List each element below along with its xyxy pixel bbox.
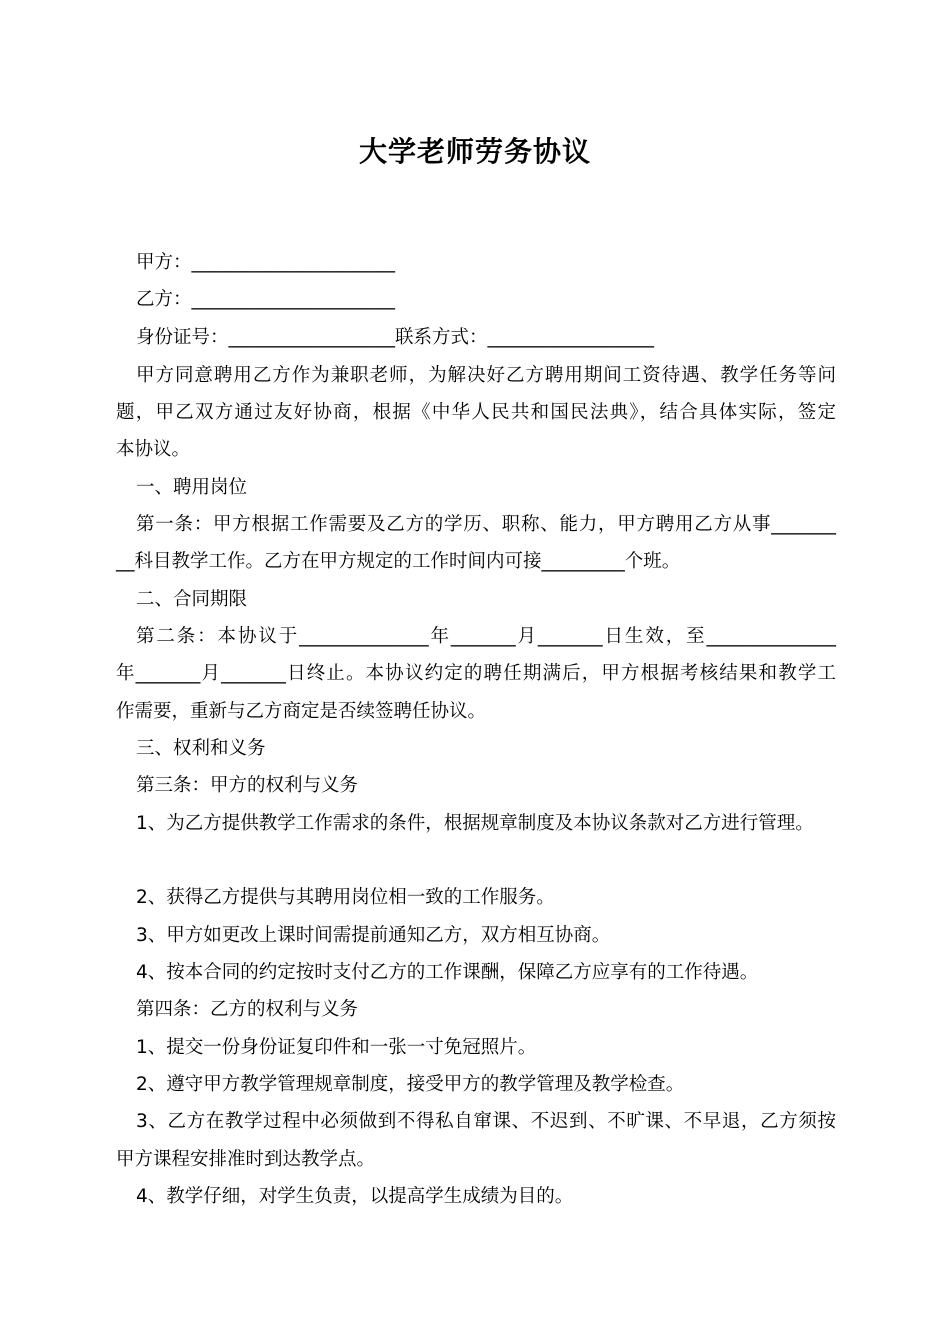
article-4-item-4: 4、教学仔细，对学生负责，以提高学生成绩为目的。: [136, 1186, 574, 1207]
article-2-line-3: 作需要，重新与乙方商定是否续签聘任协议。: [116, 701, 487, 722]
article-3-item-2: 2、获得乙方提供与其聘用岗位相一致的工作服务。: [136, 887, 555, 908]
article-1-line-2: __科目教学工作。乙方在甲方规定的工作时间内可接_________个班。: [116, 551, 681, 572]
party-a-line: 甲方：______________________: [136, 252, 396, 273]
intro-line-1: 甲方同意聘用乙方作为兼职老师，为解决好乙方聘用期间工资待遇、教学任务等问: [136, 365, 836, 386]
article-3-item-4: 4、按本合同的约定按时支付乙方的工作课酬，保障乙方应享有的工作待遇。: [136, 962, 759, 983]
section-heading-1: 一、聘用岗位: [136, 477, 248, 498]
article-4-item-3-line-1: 3、乙方在教学过程中必须做到不得私自窜课、不迟到、不旷课、不早退，乙方须按: [136, 1111, 836, 1132]
article-2-line-1: 第二条：本协议于______________年_______月_______日生效，至______________: [136, 626, 836, 647]
article-4-item-1: 1、提交一份身份证复印件和一张一寸免冠照片。: [136, 1037, 537, 1058]
article-1-line-1: 第一条：甲方根据工作需要及乙方的学历、职称、能力，甲方聘用乙方从事_______: [136, 514, 836, 535]
article-4-item-2: 2、遵守甲方教学管理规章制度，接受甲方的教学管理及教学检查。: [136, 1074, 685, 1095]
article-3-item-1: 1、为乙方提供教学工作需求的条件，根据规章制度及本协议条款对乙方进行管理。: [136, 813, 814, 834]
article-2-line-2: 年_______月_______日终止。本协议约定的聘任期满后，甲方根据考核结果和教学工: [116, 663, 836, 684]
intro-line-3: 本协议。: [116, 439, 191, 460]
intro-line-2: 题，甲乙双方通过友好协商，根据《中华人民共和国民法典》，结合具体实际，签定: [116, 402, 836, 423]
party-b-line: 乙方：______________________: [136, 289, 396, 310]
section-heading-3: 三、权利和义务: [136, 738, 266, 759]
article-4-item-3-line-2: 甲方课程安排准时到达教学点。: [116, 1149, 376, 1170]
id-contact-line: 身份证号：__________________联系方式：__________________: [136, 327, 655, 348]
article-3-heading: 第三条：甲方的权利与义务: [136, 775, 359, 796]
document-title: 大学老师劳务协议: [358, 135, 591, 168]
section-heading-2: 二、合同期限: [136, 589, 248, 610]
article-3-item-3: 3、甲方如更改上课时间需提前通知乙方，双方相互协商。: [136, 925, 611, 946]
article-4-heading: 第四条：乙方的权利与义务: [136, 999, 359, 1020]
